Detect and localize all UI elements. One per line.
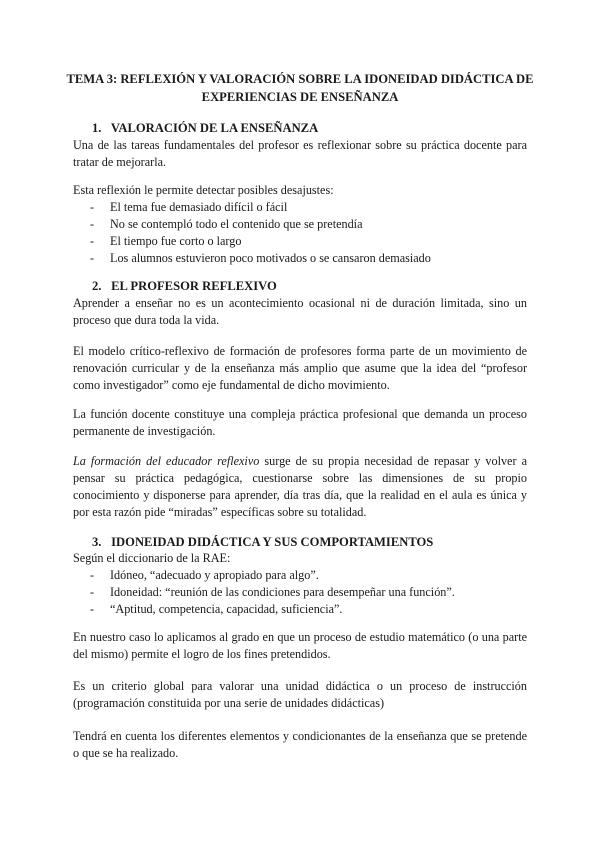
section-2-paragraph-2: El modelo crítico-reflexivo de formación de profesores forma parte de un movimiento de renovación curricular y de la enseñanza más amplio que asume que la idea del “profesor como investigador” como eje fundamental de dicho movimiento. [73,344,527,392]
section-3-heading [92,534,433,551]
list-item: - Idóneo, “adecuado y apropiado para algo”. [90,567,455,584]
list-item: - El tema fue demasiado difícil o fácil [90,199,431,216]
list-item: - “Aptitud, competencia, capacidad, suficiencia”. [90,601,455,618]
title-line-2: EXPERIENCIAS DE ENSEÑANZA [201,90,399,104]
section-3-paragraph-2: En nuestro caso lo aplicamos al grado en que un proceso de estudio matemático (o una parte del mismo) permite el logro de los fines pretendidos. [73,630,527,661]
section-1-paragraph-1: Una de las tareas fundamentales del profesor es reflexionar sobre su práctica docente para tratar de mejorarla. [73,138,527,169]
list-item: - No se contempló todo el contenido que se pretendía [90,216,431,233]
list-item: - Los alumnos estuvieron poco motivados o se cansaron demasiado [90,250,431,267]
section-1-list [90,199,431,267]
italic-phrase: La formación del educador reflexivo [73,454,260,468]
section-2-heading [92,278,277,295]
section-2-paragraph-1: Aprender a enseñar no es un acontecimiento ocasional ni de duración limitada, sino un proceso que dura toda la vida. [73,296,527,327]
section-2-paragraph-4 [73,453,527,521]
document-title [60,70,540,106]
section-3-paragraph-1: Según el diccionario de la RAE: [73,551,231,565]
section-3-number: 3. [92,535,102,549]
list-item: - El tiempo fue corto o largo [90,233,431,250]
section-1-heading [92,120,318,137]
section-3-paragraph-4: Tendrá en cuenta los diferentes elementos y condicionantes de la enseñanza que se pretende o que se ha realizado. [73,729,527,760]
paragraph-text: surge de su propia necesidad de repasar y volver a pensar su práctica pedagógica, cuestionarse sobre las dimensiones de su propio conocimiento y disponerse para aprender, día tras día, que la realidad en el aula es única y por esta razón pide “miradas” específicas sobre su totalidad. [73,454,527,519]
section-2-number: 2. [92,279,102,293]
section-1-number: 1. [92,121,102,135]
section-3-title: IDONEIDAD DIDÁCTICA Y SUS COMPORTAMIENTOS [111,535,434,549]
section-1-paragraph-2: Esta reflexión le permite detectar posibles desajustes: [73,183,334,197]
section-3-paragraph-3: Es un criterio global para valorar una unidad didáctica o un proceso de instrucción (programación constituida por una serie de unidades didácticas) [73,679,527,710]
list-item: - Idoneidad: “reunión de las condiciones para desempeñar una función”. [90,584,455,601]
section-2-title: EL PROFESOR REFLEXIVO [111,279,277,293]
section-2-paragraph-3: La función docente constituye una compleja práctica profesional que demanda un proceso permanente de investigación. [73,407,527,438]
section-3-list [90,567,455,618]
title-line-1: TEMA 3: REFLEXIÓN Y VALORACIÓN SOBRE LA IDONEIDAD DIDÁCTICA DE [66,72,534,86]
section-1-title: VALORACIÓN DE LA ENSEÑANZA [110,121,319,135]
